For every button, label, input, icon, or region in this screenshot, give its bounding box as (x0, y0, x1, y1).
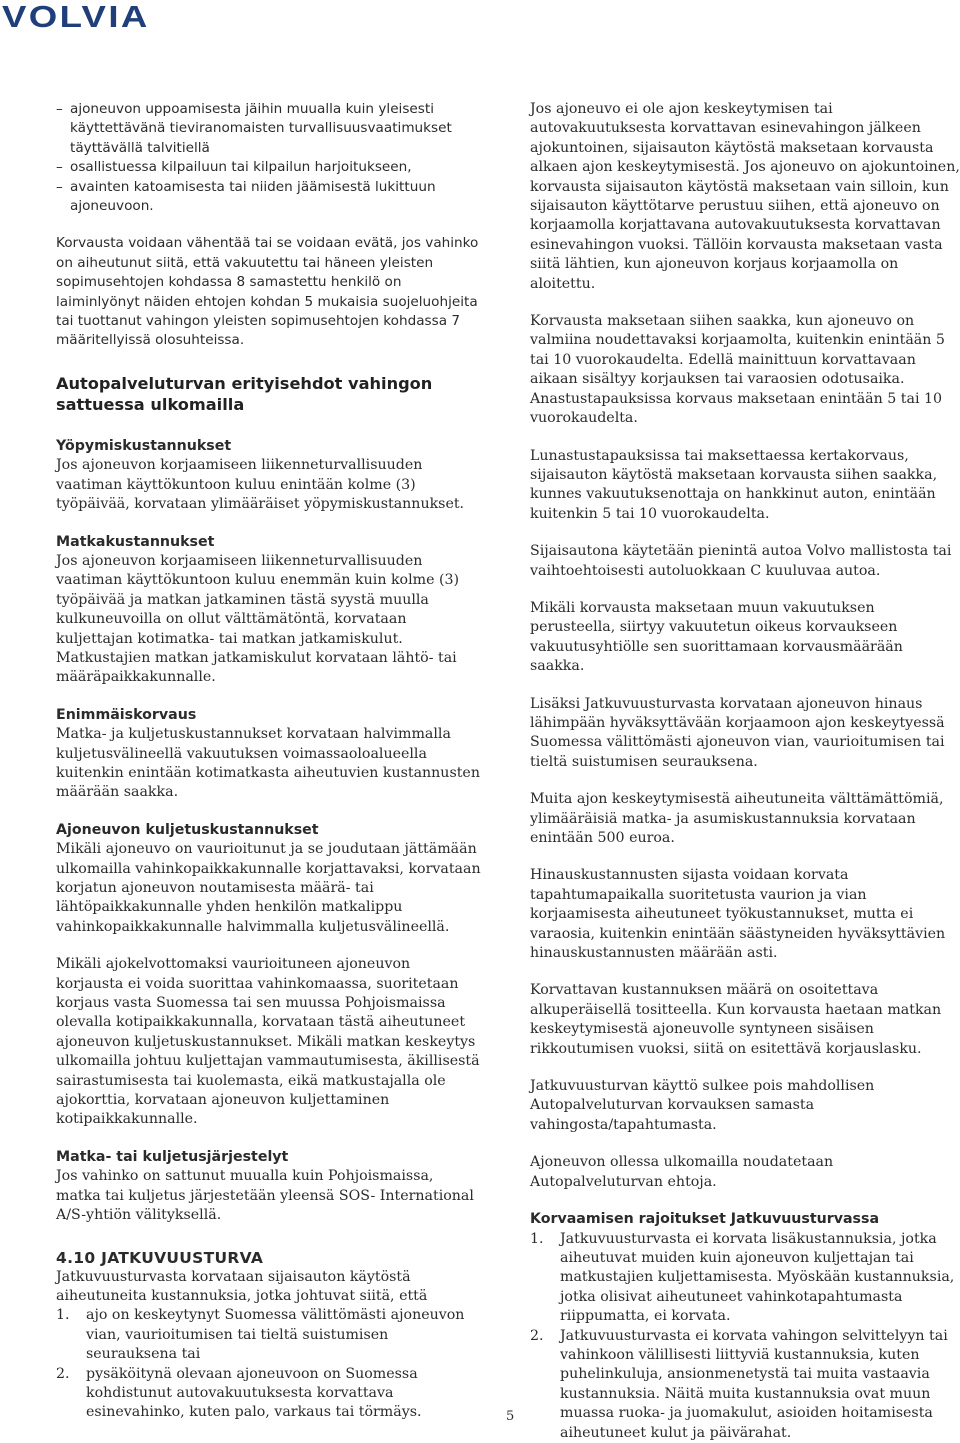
body-paragraph: Lunastustapauksissa tai maksettaessa kertakorvaus, sijaisauton käytöstä maksetaan korvausta siihen saakka, kunnes vakuutuksenottaja on hankkinut auton, enintään kuitenkin 5 tai 10 vuorokaudelta. (530, 447, 938, 522)
list-item: – avainten katoamisesta tai niiden jäämisestä lukittuun ajoneuvoon. (56, 178, 482, 217)
reduction-paragraph: Korvausta voidaan vähentää tai se voidaan evätä, jos vahinko on aiheutunut siitä, että vakuutettu tai häneen yleisten sopimusehtojen kohdassa 8 samastettu henkilö on laiminlyönyt näiden ehtojen kohdan 5 mukaisia suojeluohjeita tai tuottanut vahingon yleisten sopimusehtojen kohdassa 7 määritellyissä olosuhteissa. (56, 235, 479, 349)
list-text: ajo on keskeytynyt Suomessa välittömästi ajoneuvon vian, vaurioitumisen tai tieltä suistumisen seurauksena tai (86, 1307, 465, 1363)
abroad-heading: Autopalveluturvan erityisehdot vahingon sattuessa ulkomailla (56, 373, 433, 414)
list-number: 1. (530, 1230, 544, 1247)
limits-list (530, 1230, 960, 1443)
max-compensation-paragraph: Matka- ja kuljetuskustannukset korvataan halvimmalla kuljetusvälineellä vakuutuksen voimassaoloalueella kuitenkin enintään kotimatkasta aiheutuvien kustannusten määrään saakka. (56, 726, 480, 801)
lodging-heading: Yöpymiskustannukset (56, 437, 232, 454)
body-paragraph: Jos ajoneuvo ei ole ajon keskeytymisen tai autovakuutuksesta korvattavan esinevahingon jälkeen ajokuntoinen, sijaisauton käytöstä maksetaan korvausta alkaen ajon keskeytymisestä. Jos ajoneuvo on ajokuntoinen, korvausta sijaisauton käytöstä maksetaan vain silloin, kun sijaisauton käyttötarve perustuu siihen, että ajoneuvo on korjaamolla korjattavana autovakuutuksesta korvattavan esinevahingon vuoksi. Tällöin korvausta maksetaan vasta siitä lähtien, kun ajoneuvon korjaus korjaamolla on aloitettu. (530, 101, 960, 292)
disabled-vehicle-paragraph: Mikäli ajokelvottomaksi vaurioituneen ajoneuvon korjausta ei voida suorittaa vahinkomaassa, suoritetaan korjaus vasta Suomessa tai sen muussa Pohjoismaissa olevalla kotipaikkakunnalla, korvataan tästä aiheutuneet ajoneuvon kuljetuskustannukset. Mikäli matkan keskeytys ulkomailla johtuu kuljettajan vammautumisesta, äkillisestä sairastumisesta tai kuolemasta, eikä matkustajalla ole ajokorttia, korvataan ajoneuvon kuljettaminen kotipaikkakunnalle. (56, 956, 480, 1128)
body-paragraph: Ajoneuvon ollessa ulkomailla noudatetaan Autopalveluturvan ehtoja. (530, 1154, 834, 1190)
max-compensation-heading: Enimmäiskorvaus (56, 706, 197, 723)
body-paragraph: Korvausta maksetaan siihen saakka, kun ajoneuvo on valmiina noudettavaksi korjaamolta, kuitenkin enintään 5 tai 10 vuorokaudelta. Edellä mainittuun korvattavaan aikaan sisältyy korjauksen tai varaosien odotusaika. Anastustapauksissa korvaus maksetaan enintään 5 tai 10 vuorokaudelta. (530, 313, 945, 427)
left-column (56, 100, 482, 1423)
chapter-list (56, 1306, 482, 1422)
chapter-heading: 4.10 JATKUVUUSTURVA (56, 1248, 264, 1267)
list-item (56, 1365, 482, 1423)
travel-paragraph: Jos ajoneuvon korjaamiseen liikenneturvallisuuden vaatiman käyttökuntoon kuluu enemmän kuin kolme (3) työpäivää ja matkan jatkaminen tästä syystä muulla kulkuneuvoilla on ollut välttämätöntä, korvataan kuljettajan kotimatka- tai matkan jatkamiskulut. Matkustajien matkan jatkamiskulut korvataan lähtö- tai määräpaikkakunnalle. (56, 552, 460, 686)
arrangements-paragraph: Jos vahinko on sattunut muualla kuin Pohjoismaissa, matka tai kuljetus järjestetään yleensä SOS- International A/S-yhtiön välityksellä. (56, 1168, 474, 1224)
transport-heading: Ajoneuvon kuljetuskustannukset (56, 821, 319, 838)
volvia-logo: VOLVIA (2, 0, 150, 34)
body-paragraph: Lisäksi Jatkuvuusturvasta korvataan ajoneuvon hinaus lähimpään hyväksyttävään korjaamoon ajon keskeytyessä Suomessa välittömästi ajoneuvon vian, vaurioitumisen tai tieltä suistumisen seurauksena. (530, 695, 945, 770)
list-text: Jatkuvuusturvasta ei korvata lisäkustannuksia, jotka aiheutuvat muiden kuin ajoneuvon kuljettajan tai matkustajien kuljettamisesta. Myöskään kustannuksia, jotka olisivat aiheutuneet vahinkotapahtumasta riippumatta, ei korvata. (560, 1230, 955, 1325)
list-item: – ajoneuvon uppoamisesta jäihin muualla kuin yleisesti käyttettävänä tieviranomaisten turvallisuusvaatimukset täyttävällä talvitiellä (56, 100, 482, 158)
arrangements-heading: Matka- tai kuljetusjärjestelyt (56, 1148, 289, 1165)
body-paragraph: Mikäli korvausta maksetaan muun vakuutuksen perusteella, siirtyy vakuutetun oikeus korvaukseen vakuutusyhtiölle sen suorittamaan korvausmäärään saakka. (530, 599, 903, 675)
list-number: 1. (56, 1307, 70, 1324)
body-paragraph: Hinauskustannusten sijasta voidaan korvata tapahtumapaikalla suoritetusta vaurion ja vian korjaamisesta aiheutuneet työkustannukset, mutta ei varaosia, kuitenkin enintään säästyneiden hyväksyttävien hinauskustannusten määrään asti. (530, 867, 946, 962)
list-item: – osallistuessa kilpailuun tai kilpailun harjoitukseen, (56, 158, 482, 177)
list-number: 2. (530, 1327, 544, 1344)
transport-paragraph: Mikäli ajoneuvo on vaurioitunut ja se joudutaan jättämään ulkomailla vahinkopaikkakunnalle korjattavaksi, korvataan korjatun ajoneuvon noutamisesta määrä- tai lähtöpaikkakunnalle yhden henkilön matkalippu vahinkopaikkakunnalle halvimmalla kuljetusvälineellä. (56, 841, 481, 935)
list-text: pysäköitynä olevaan ajoneuvoon on Suomessa kohdistunut autovakuutuksesta korvattava esinevahinko, kuten palo, varkaus tai törmäys. (86, 1365, 422, 1421)
limits-heading: Korvaamisen rajoitukset Jatkuvuusturvassa (530, 1211, 880, 1228)
body-paragraph: Korvattavan kustannuksen määrä on osoitettava alkuperäisellä tositteella. Kun korvausta haetaan matkan keskeytymisestä ajoneuvolle syntyneen sisäisen rikkoutumisen vuoksi, siitä on esitettävä korjauslasku. (530, 982, 942, 1057)
lodging-paragraph: Jos ajoneuvon korjaamiseen liikenneturvallisuuden vaatiman käyttökuntoon kuluu enintään kolme (3) työpäivää, korvataan ylimääräiset yöpymiskustannukset. (56, 457, 465, 513)
list-number: 2. (56, 1365, 70, 1382)
exclusion-list (56, 100, 482, 216)
page-number: 5 (506, 1409, 515, 1424)
list-item (530, 1230, 960, 1327)
body-paragraph: Sijaisautona käytetään pienintä autoa Volvo mallistosta tai vaihtoehtoisesti autoluokkaan C kuuluvaa autoa. (530, 543, 952, 579)
chapter-intro: Jatkuvuusturvasta korvataan sijaisauton käytöstä aiheutuneita kustannuksia, jotka johtuvat siitä, että (56, 1268, 428, 1304)
travel-heading: Matkakustannukset (56, 533, 215, 550)
list-text: Jatkuvuusturvasta ei korvata vahingon selvittelyyn tai vahinkoon välillisesti liittyviä kustannuksia, kuten puhelinkuluja, ansionmenetystä tai muita vastaavia kustannuksia. Näitä muita kustannuksia ovat muun muassa ruoka- ja juomakulut, asioiden hoitamisesta aiheutuneet kulut ja päivärahat. (560, 1327, 948, 1441)
body-paragraph: Muita ajon keskeytymisestä aiheutuneita välttämättömiä, ylimääräisiä matka- ja asumiskustannuksia korvataan enintään 500 euroa. (530, 791, 944, 846)
body-paragraph: Jatkuvuusturvan käyttö sulkee pois mahdollisen Autopalveluturvan korvauksen samasta vahingosta/tapahtumasta. (530, 1078, 875, 1133)
list-item (56, 1306, 482, 1364)
right-column (530, 100, 960, 1443)
